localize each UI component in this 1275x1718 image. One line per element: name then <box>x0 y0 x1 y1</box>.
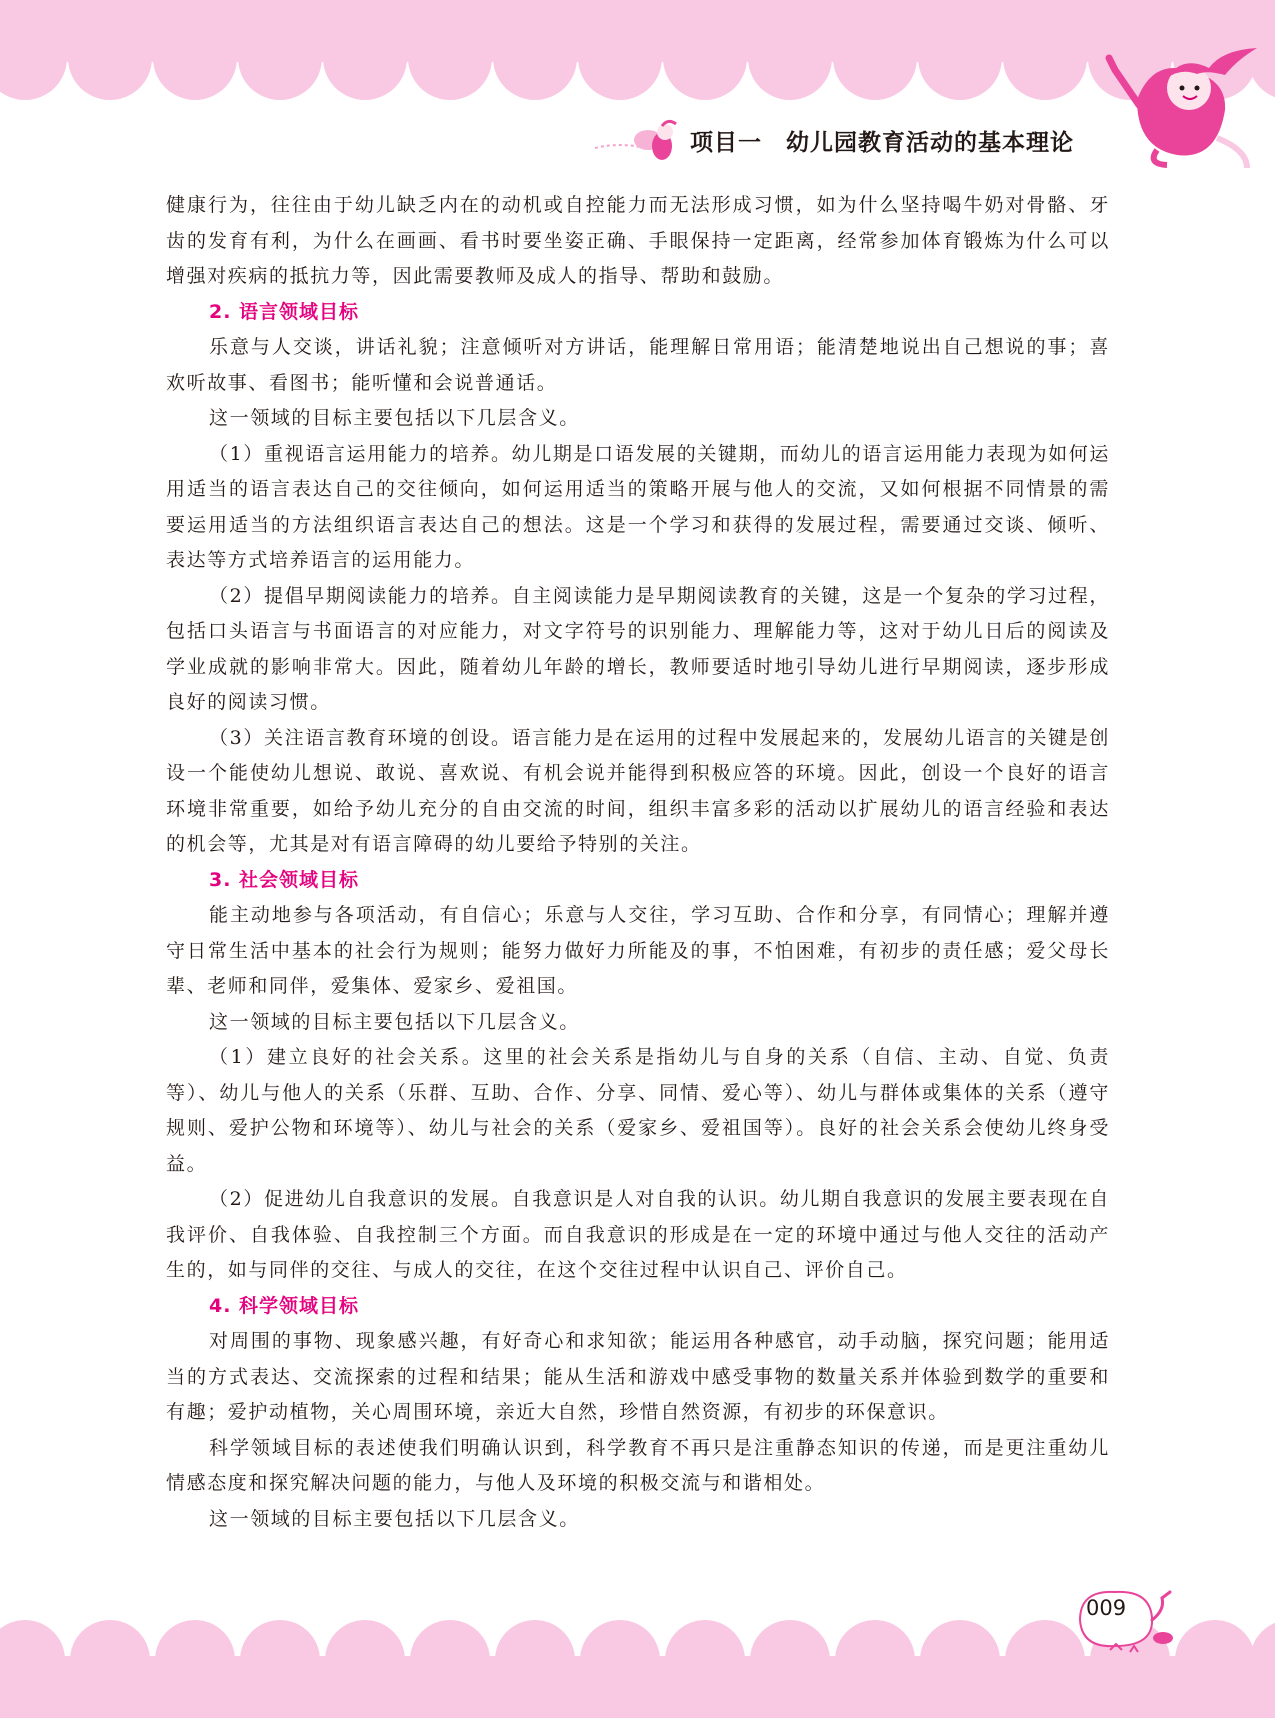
body-paragraph: （2）提倡早期阅读能力的培养。自主阅读能力是早期阅读教育的关键，这是一个复杂的学习过程，包括口头语言与书面语言的对应能力，对文字符号的识别能力、理解能力等，这对于幼儿日后的阅读及学业成就的影响非常大。因此，随着幼儿年龄的增长，教师要适时地引导幼儿进行早期阅读，逐步形成良好的阅读习惯。 <box>166 584 1110 713</box>
main-text-body <box>166 188 1110 1537</box>
body-paragraph: 对周围的事物、现象感兴趣，有好奇心和求知欲；能运用各种感官，动手动脑，探究问题；能用适当的方式表达、交流探索的过程和结果；能从生活和游戏中感受事物的数量关系并体验到数学的重要和有趣；爱护动植物，关心周围环境，亲近大自然，珍惜自然资源，有初步的环保意识。 <box>166 1330 1110 1423</box>
section-heading: 2. 语言领域目标 <box>209 300 360 323</box>
body-paragraph: 这一领域的目标主要包括以下几层含义。 <box>209 1010 580 1033</box>
body-paragraph: 乐意与人交谈，讲话礼貌；注意倾听对方讲话，能理解日常用语；能清楚地说出自己想说的事；喜欢听故事、看图书；能听懂和会说普通话。 <box>166 336 1110 394</box>
body-paragraph: （2）促进幼儿自我意识的发展。自我意识是人对自我的认识。幼儿期自我意识的发展主要表现在自我评价、自我体验、自我控制三个方面。而自我意识的形成是在一定的环境中通过与他人交往的活动产生的，如与同伴的交往、与成人的交往，在这个交往过程中认识自己、评价自己。 <box>166 1188 1110 1281</box>
body-paragraph: （3）关注语言教育环境的创设。语言能力是在运用的过程中发展起来的，发展幼儿语言的关键是创设一个能使幼儿想说、敢说、喜欢说、有机会说并能得到积极应答的环境。因此，创设一个良好的语言环境非常重要，如给予幼儿充分的自由交流的时间，组织丰富多彩的活动以扩展幼儿的语言经验和表达的机会等，尤其是对有语言障碍的幼儿要给予特别的关注。 <box>166 726 1110 855</box>
page-number-badge <box>1070 1580 1190 1660</box>
body-paragraph: （1）重视语言运用能力的培养。幼儿期是口语发展的关键期，而幼儿的语言运用能力表现为如何运用适当的语言表达自己的交往倾向，如何运用适当的策略开展与他人的交流，又如何根据不同情景的需要运用适当的方法组织语言表达自己的想法。这是一个学习和获得的发展过程，需要通过交谈、倾听、表达等方式培养语言的运用能力。 <box>166 442 1110 571</box>
section-heading: 3. 社会领域目标 <box>209 868 360 891</box>
fairy-girl-illustration <box>1097 30 1267 170</box>
chapter-header-title: 项目一 幼儿园教育活动的基本理论 <box>690 130 1074 156</box>
body-paragraph: 能主动地参与各项活动，有自信心；乐意与人交往，学习互助、合作和分享，有同情心；理解并遵守日常生活中基本的社会行为规则；能努力做好力所能及的事，不怕困难，有初步的责任感；爱父母长辈、老师和同伴，爱集体、爱家乡、爱祖国。 <box>166 904 1110 997</box>
body-paragraph: 这一领域的目标主要包括以下几层含义。 <box>209 1507 580 1530</box>
body-paragraph: 科学领域目标的表述使我们明确认识到，科学教育不再只是注重静态知识的传递，而是更注重幼儿情感态度和探究解决问题的能力，与他人及环境的积极交流与和谐相处。 <box>166 1436 1110 1494</box>
body-paragraph: 健康行为，往往由于幼儿缺乏内在的动机或自控能力而无法形成习惯，如为什么坚持喝牛奶对骨骼、牙齿的发育有利，为什么在画画、看书时要坐姿正确、手眼保持一定距离，经常参加体育锻炼为什么可以增强对疾病的抵抗力等，因此需要教师及成人的指导、帮助和鼓励。 <box>166 194 1110 287</box>
body-paragraph: 这一领域的目标主要包括以下几层含义。 <box>209 407 580 429</box>
body-paragraph: （1）建立良好的社会关系。这里的社会关系是指幼儿与自身的关系（自信、主动、自觉、负责等）、幼儿与他人的关系（乐群、互助、合作、分享、同情、爱心等）、幼儿与群体或集体的关系（遵守规则、爱护公物和环境等）、幼儿与社会的关系（爱家乡、爱祖国等）。良好的社会关系会使幼儿终身受益。 <box>166 1046 1110 1175</box>
small-fairy-icon <box>590 118 685 168</box>
page-number: 009 <box>1086 1596 1127 1620</box>
section-heading: 4. 科学领域目标 <box>209 1294 360 1317</box>
top-scallop-border <box>0 0 1275 100</box>
